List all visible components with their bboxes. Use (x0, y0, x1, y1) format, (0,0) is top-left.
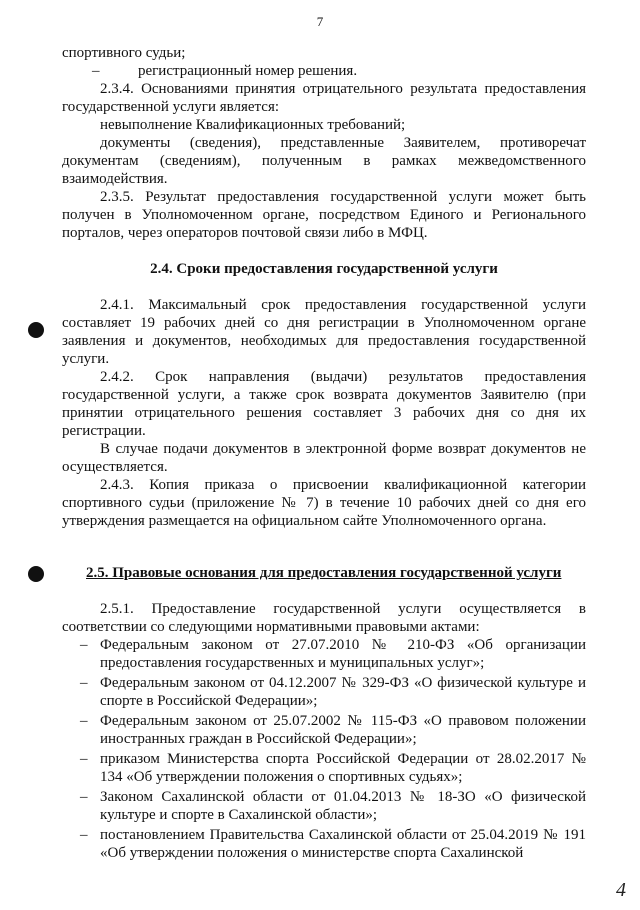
paragraph-2-4-2-note: В случае подачи документов в электронной форме возврат документов не осуществляется. (62, 441, 586, 475)
legal-act-item: – Федеральным законом от 25.07.2002 № 115-ФЗ «О правовом положении иностранных граждан в Российской Федерации»; (80, 713, 586, 747)
legal-act-item: – Федеральным законом от 04.12.2007 № 329-ФЗ «О физической культуре и спорте в Российской Федерации»; (80, 675, 586, 709)
paragraph-2-4-1: 2.4.1. Максимальный срок предоставления государственной услуги составляет 19 рабочих дней со дня регистрации в Уполномоченном органе заявления и документов, необходимых для предоставления государственной услуги. (62, 297, 586, 367)
page-number: 7 (316, 14, 324, 29)
text-line: спортивного судьи; (62, 45, 186, 61)
paragraph-2-4-2: 2.4.2. Срок направления (выдачи) результатов предоставления государственной услуги, а также срок возврата документов Заявителю (при принятии отрицательного решения составляет 3 рабочих дня со дня их регистрации. (62, 369, 586, 439)
section-title-2-4: 2.4. Сроки предоставления государственной услуги (150, 261, 498, 277)
list-item: – регистрационный номер решения. (92, 63, 358, 79)
paragraph-2-5-1: 2.5.1. Предоставление государственной услуги осуществляется в соответствии со следующими нормативными правовыми актами: (62, 601, 586, 635)
handwritten-page-number: 4 (616, 879, 626, 901)
legal-act-item: – Законом Сахалинской области от 01.04.2013 № 18-ЗО «О физической культуре и спорте в Сахалинской области»; (80, 789, 586, 823)
list-item: невыполнение Квалификационных требований; (100, 117, 406, 133)
paragraph-2-3-5: 2.3.5. Результат предоставления государственной услуги может быть получен в Уполномоченном органе, посредством Единого и Регионального порталов, через операторов почтовой связи либо в МФЦ. (62, 189, 586, 241)
legal-act-item: – Федеральным законом от 27.07.2010 № 210-ФЗ «Об организации предоставления государственных и муниципальных услуг»; (80, 637, 586, 671)
punch-hole-mark (28, 566, 44, 582)
paragraph-2-3-4: 2.3.4. Основаниями принятия отрицательного результата предоставления государственной услуги является: (62, 81, 586, 115)
punch-hole-mark (28, 322, 44, 338)
section-title-2-5: 2.5. Правовые основания для предоставления государственной услуги (86, 565, 562, 581)
list-item: документы (сведения), представленные Заявителем, противоречат документам (сведениям), полученным в рамках межведомственного взаимодействия. (62, 135, 586, 187)
legal-act-item: – приказом Министерства спорта Российской Федерации от 28.02.2017 № 134 «Об утверждении положения о спортивных судьях»; (80, 751, 586, 785)
document-body (62, 44, 586, 864)
paragraph-2-4-3: 2.4.3. Копия приказа о присвоении квалификационной категории спортивного судьи (приложение № 7) в течение 10 рабочих дней со дня его утверждения размещается на официальном сайте Уполномоченного органа. (62, 477, 586, 529)
legal-acts-list (62, 636, 586, 862)
legal-act-item: – постановлением Правительства Сахалинской области от 25.04.2019 № 191 «Об утверждении положения о министерстве спорта Сахалинской (80, 827, 586, 861)
